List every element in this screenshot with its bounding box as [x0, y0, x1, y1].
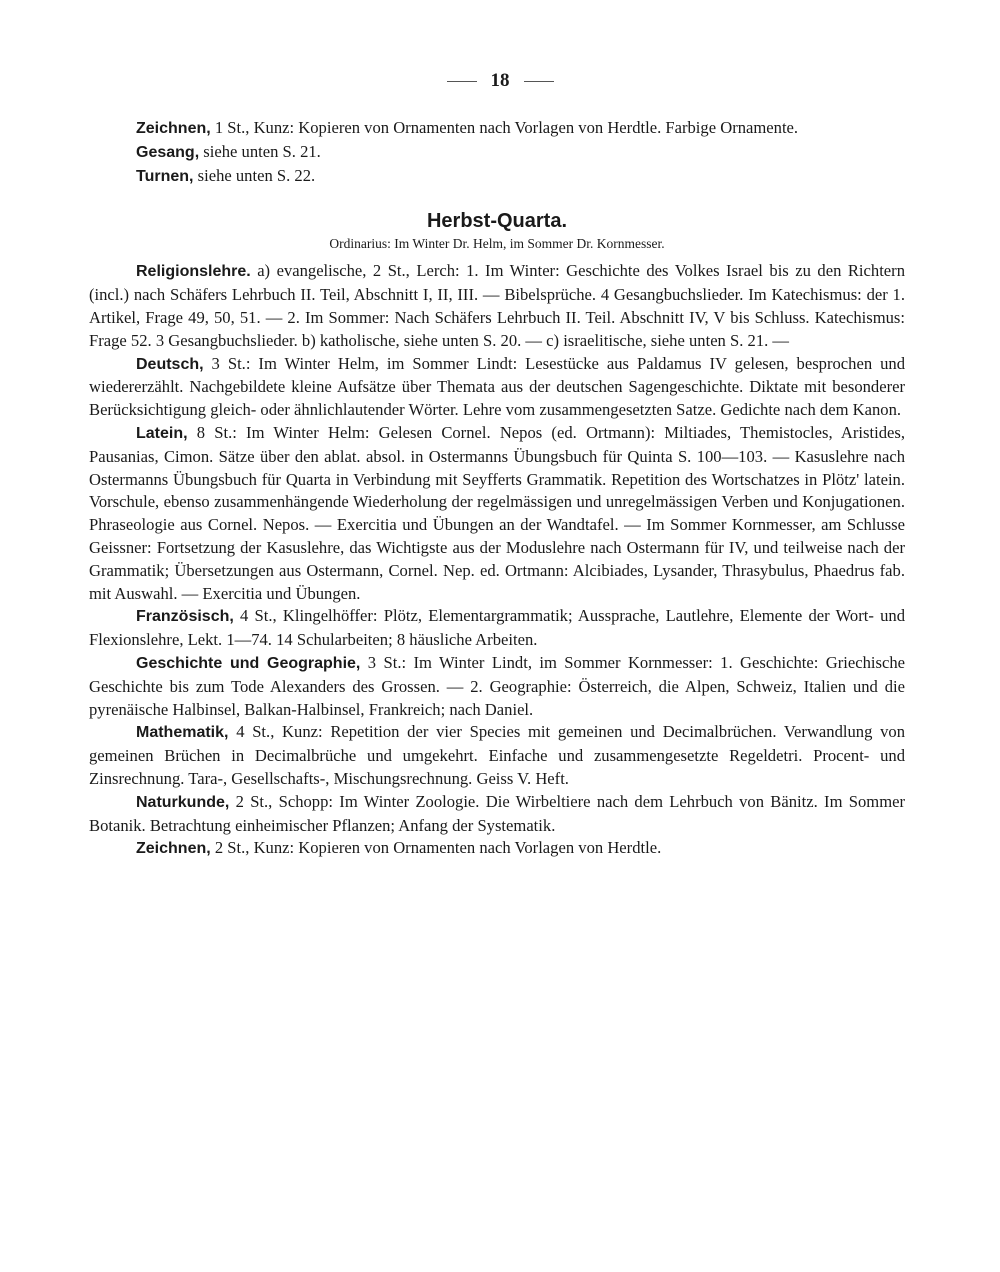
entry-heading: Turnen, — [136, 167, 194, 185]
entry-text: 2 St., Kunz: Kopieren von Ornamenten nach Vorlagen von Herdtle. — [210, 838, 662, 858]
entry-text: 3 St.: Im Winter Helm, im Sommer Lindt: Lesestücke aus Paldamus IV gelesen, besprochen und wiedererzählt. Nachgebildete kleine Aufsätze über Themata aus der deutschen Sagengeschichte. Diktate mit besonderer Berücksichtigung gleich- oder ähnlichlautender Wörter. Lehre vom zusammengesetzten Satze. Gedichte nach dem Kanon. — [89, 353, 905, 420]
entry-text: 8 St.: Im Winter Helm: Gelesen Cornel. Nepos (ed. Ortmann): Miltiades, Themistocles, Aristides, Pausanias, Cimon. Sätze über den ablat. absol. in Ostermanns Übungsbuch für Quinta S. 100—103. — Kasuslehre nach Ostermanns Übungsbuch für Quarta in Verbindung mit Seyfferts Grammatik. Repetition des Wortschatzes in Plötz' latein. Vorschule, ebenso zusammenhängende Wiederholung der regelmässigen und unregelmässigen Verben und Konjugationen. Phraseologie aus Cornel. Nepos. — Exercitia und Übungen an der Wandtafel. — Im Sommer Kornmesser, am Schlusse Geissner: Fortsetzung der Kasuslehre, das Wichtigste aus der Moduslehre nach Ostermann für IV, und teilweise nach der Grammatik; Übersetzungen aus Ostermann, Cornel. Nep. ed. Ortmann: Alcibiades, Lysander, Thrasybulus, Phaedrus fab. mit Auswahl. — Exercitia und Übungen. — [89, 422, 905, 603]
entry-naturkunde — [89, 791, 905, 838]
entry-text: siehe unten S. 22. — [193, 165, 316, 185]
entry-heading: Naturkunde, — [136, 793, 230, 811]
entry-mathematik — [89, 721, 905, 790]
entry-text: 3 St.: Im Winter Lindt, im Sommer Kornmesser: 1. Geschichte: Griechische Geschichte bis zum Tode Alexanders des Grossen. — 2. Geographie: Österreich, die Alpen, Schweiz, Italien und die pyrenäische Halbinsel, Balkan-Halbinsel, Frankreich; nach Daniel. — [89, 652, 905, 719]
entry-text: 1 St., Kunz: Kopieren von Ornamenten nach Vorlagen von Herdtle. Farbige Ornamente. — [210, 118, 799, 137]
entry-heading: Zeichnen, — [136, 120, 211, 137]
entry-heading: Mathematik, — [136, 724, 229, 742]
entry-text: a) evangelische, 2 St., Lerch: 1. Im Winter: Geschichte des Volkes Israel bis zu den Richtern (incl.) nach Schäfers Lehrbuch II. Teil, Abschnitt I, II, III. — Bibelsprüche. 4 Gesangbuchslieder. Im Katechismus: der 1. Artikel, Frage 49, 50, 51. — 2. Im Sommer: Nach Schäfers Lehrbuch II. Teil. Abschnitt IV, V bis Schluss. Katechismus: Frage 52. 3 Gesangbuchslieder. b) katholische, siehe unten S. 20. — c) israelitische, siehe unten S. 21. — — [89, 261, 905, 350]
section-title: Herbst-Quarta. — [426, 210, 568, 233]
entry-text: 2 St., Schopp: Im Winter Zoologie. Die Wirbeltiere nach dem Lehrbuch von Bänitz. Im Sommer Botanik. Betrachtung einheimischer Pflanzen; Anfang der Systematik. — [89, 791, 905, 835]
entry-heading: Latein, — [136, 424, 188, 442]
entry-heading: Gesang, — [136, 143, 200, 161]
entry-religionslehre — [89, 260, 905, 352]
entry-latein — [89, 422, 905, 605]
entry-heading: Zeichnen, — [136, 840, 211, 858]
entry-zeichnen-bottom — [89, 837, 905, 861]
rule-right — [524, 81, 554, 82]
entry-text: siehe unten S. 21. — [199, 141, 321, 161]
page-body — [89, 117, 905, 861]
entry-deutsch — [89, 353, 905, 422]
entry-heading: Geschichte und Geographie, — [136, 654, 361, 672]
entry-zeichnen-top — [89, 117, 905, 141]
entry-franzoesisch — [89, 605, 905, 652]
entry-geschichte-geographie — [89, 652, 905, 721]
entry-heading: Religionslehre. — [136, 263, 251, 281]
entry-gesang — [89, 141, 905, 165]
entry-heading: Deutsch, — [136, 355, 204, 373]
rule-left — [447, 81, 477, 82]
entry-text: 4 St., Kunz: Repetition der vier Species mit gemeinen und Decimalbrüchen. Verwandlung von gemeinen Brüchen in Decimalbrüche und umgekehrt. Einfache und zusammengesetzte Regeldetri. Procent- und Zinsrechnung. Tara-, Gesellschafts-, Mischungsrechnung. Geiss V. Heft. — [89, 722, 905, 788]
entry-text: 4 St., Klingelhöffer: Plötz, Elementargrammatik; Aussprache, Lautlehre, Elemente der Wort- und Flexionslehre, Lekt. 1—74. 14 Schularbeiten; 8 häusliche Arbeiten. — [89, 606, 905, 650]
page-number: 18 — [0, 70, 1000, 92]
ordinarius-line: Ordinarius: Im Winter Dr. Helm, im Sommer Dr. Kornmesser. — [329, 236, 665, 252]
entry-turnen — [89, 165, 905, 189]
entry-heading: Französisch, — [136, 608, 234, 626]
